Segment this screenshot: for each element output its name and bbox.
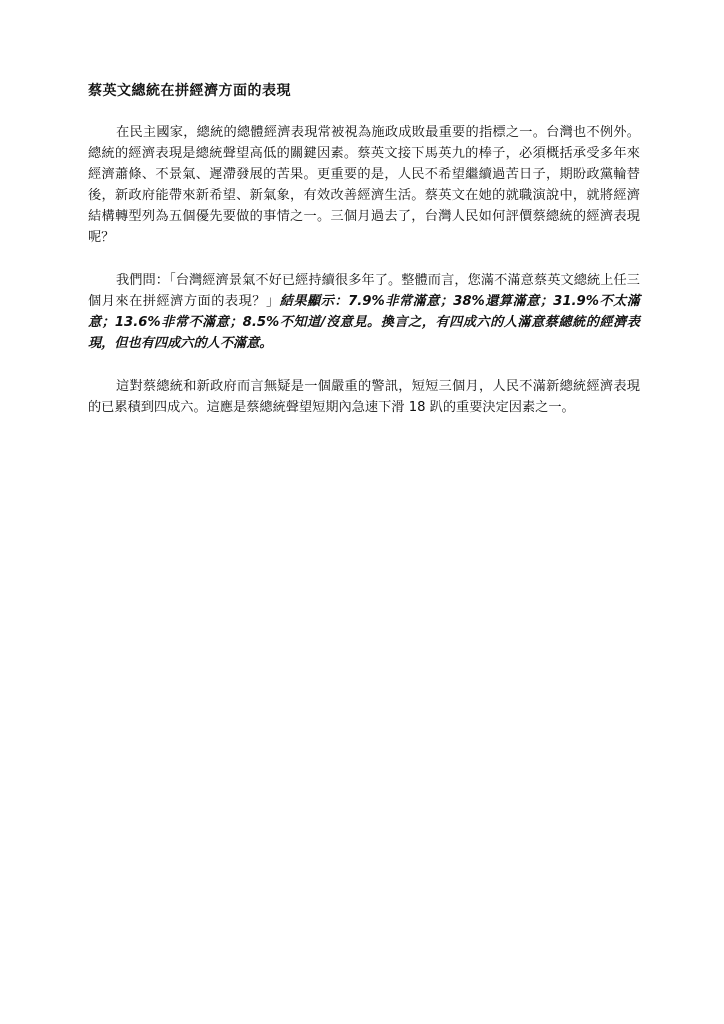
- paragraph-conclusion: [88, 376, 640, 418]
- paragraph-intro: [88, 122, 640, 248]
- paragraph-survey-results: 結果顯示：7.9%非常滿意；38%還算滿意；31.9%不太滿意；13.6%非常不滿意；8.5%不知道/沒意見。換言之，有四成六的人滿意蔡總統的經濟表現，但也有四成六的人不滿意。: [88, 294, 640, 351]
- document-title: 蔡英文總統在拼經濟方面的表現: [88, 83, 291, 99]
- paragraph-conclusion-text: 這對蔡總統和新政府而言無疑是一個嚴重的警訊，短短三個月，人民不滿新總統經濟表現的已累積到四成六。這應是蔡總統聲望短期內急速下滑 18 趴的重要決定因素之一。: [88, 379, 640, 415]
- paragraph-survey: [88, 270, 640, 354]
- paragraph-survey-question: 我們問：「台灣經濟景氣不好已經持續很多年了。整體而言，您滿不滿意蔡英文總統上任三個月來在拼經濟方面的表現？」: [88, 273, 640, 309]
- document-body: [88, 82, 640, 440]
- paragraph-intro-text: 在民主國家，總統的總體經濟表現常被視為施政成敗最重要的指標之一。台灣也不例外。總統的經濟表現是總統聲望高低的關鍵因素。蔡英文接下馬英九的棒子，必須概括承受多年來經濟蕭條、不景氣、遲滯發展的苦果。更重要的是，人民不希望繼續過苦日子，期盼政黨輪替後，新政府能帶來新希望、新氣象，有效改善經濟生活。蔡英文在她的就職演說中，就將經濟結構轉型列為五個優先要做的事情之一。三個月過去了，台灣人民如何評價蔡總統的經濟表現呢？: [88, 125, 640, 245]
